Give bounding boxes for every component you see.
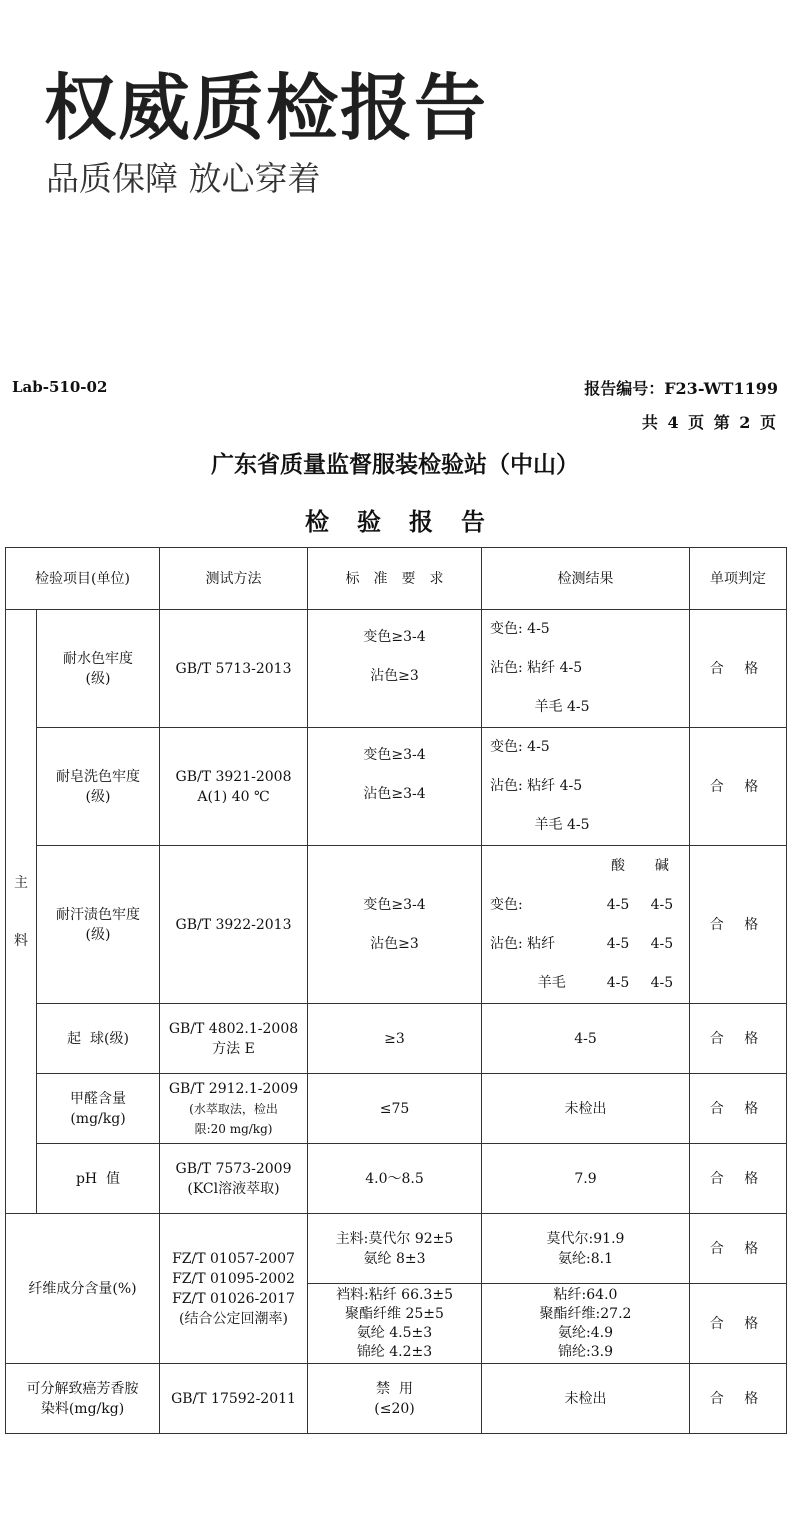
judgment-cell: 合 格 bbox=[690, 1214, 787, 1284]
result-cell: 7.9 bbox=[482, 1144, 690, 1214]
method-cell: GB/T 3921-2008 A(1) 40 ℃ bbox=[160, 728, 308, 846]
item-cell: 可分解致癌芳香胺 染料(mg/kg) bbox=[6, 1364, 160, 1434]
header-result: 检测结果 bbox=[482, 548, 690, 610]
header-judgment: 单项判定 bbox=[690, 548, 787, 610]
header-standard: 标准要求 bbox=[308, 548, 482, 610]
method-cell: GB/T 7573-2009 (KCl溶液萃取) bbox=[160, 1144, 308, 1214]
standard-cell: 4.0～8.5 bbox=[308, 1144, 482, 1214]
item-cell: pH 值 bbox=[37, 1144, 160, 1214]
judgment-cell: 合 格 bbox=[690, 728, 787, 846]
main-material-label: 主 料 bbox=[6, 610, 37, 1214]
standard-cell: ≥3 bbox=[308, 1004, 482, 1074]
result-cell: 粘纤:64.0 聚酯纤维:27.2 氨纶:4.9 锦纶:3.9 bbox=[482, 1284, 690, 1364]
method-cell: GB/T 5713-2013 bbox=[160, 610, 308, 728]
standard-cell: ≤75 bbox=[308, 1074, 482, 1144]
hero-subtitle: 品质保障 放心穿着 bbox=[46, 159, 321, 198]
judgment-cell: 合 格 bbox=[690, 1284, 787, 1364]
method-cell: GB/T 4802.1-2008 方法 E bbox=[160, 1004, 308, 1074]
method-cell: GB/T 2912.1-2009 (水萃取法，检出 限:20 mg/kg) bbox=[160, 1074, 308, 1144]
judgment-cell: 合 格 bbox=[690, 610, 787, 728]
table-row bbox=[6, 1364, 787, 1434]
table-row bbox=[6, 1074, 787, 1144]
result-cell: 未检出 bbox=[482, 1364, 690, 1434]
result-cell: 未检出 bbox=[482, 1074, 690, 1144]
table-row bbox=[6, 1214, 787, 1284]
result-cell: 变色: 4-5 沾色: 粘纤 4-5 羊毛 4-5 bbox=[482, 728, 690, 846]
item-cell: 耐皂洗色牢度 (级) bbox=[37, 728, 160, 846]
station-name: 广东省质量监督服装检验站（中山） bbox=[211, 452, 579, 478]
standard-cell: 主料:莫代尔 92±5 氨纶 8±3 bbox=[308, 1214, 482, 1284]
table-row bbox=[6, 1004, 787, 1074]
table-row bbox=[6, 846, 787, 1004]
standard-cell: 禁 用 (≤20) bbox=[308, 1364, 482, 1434]
inspection-table bbox=[5, 547, 787, 1434]
item-cell: 耐汗渍色牢度 (级) bbox=[37, 846, 160, 1004]
header-item: 检验项目(单位) bbox=[6, 548, 160, 610]
report-title: 检验报告 bbox=[305, 508, 513, 536]
method-cell: GB/T 3922-2013 bbox=[160, 846, 308, 1004]
table-row bbox=[6, 1144, 787, 1214]
lab-code: Lab-510-02 bbox=[12, 378, 108, 396]
result-cell: 变色: 4-5 沾色: 粘纤 4-5 羊毛 4-5 bbox=[482, 610, 690, 728]
hero-title: 权威质检报告 bbox=[44, 66, 489, 150]
result-cell: 酸 碱 变色: 4-5 4-5 沾色: 粘纤 4-5 4-5 羊毛 4-5 4-5 bbox=[482, 846, 690, 1004]
report-number: 报告编号：F23-WT1199 bbox=[584, 379, 778, 398]
item-cell: 耐水色牢度 (级) bbox=[37, 610, 160, 728]
standard-cell: 变色≥3-4 沾色≥3 bbox=[308, 610, 482, 728]
fiber-item-cell: 纤维成分含量(%) bbox=[6, 1214, 160, 1364]
table-row bbox=[6, 610, 787, 728]
judgment-cell: 合 格 bbox=[690, 1074, 787, 1144]
page-info: 共 4 页 第 2 页 bbox=[641, 413, 776, 432]
judgment-cell: 合 格 bbox=[690, 846, 787, 1004]
header-method: 测试方法 bbox=[160, 548, 308, 610]
standard-cell: 变色≥3-4 沾色≥3 bbox=[308, 846, 482, 1004]
item-cell: 起 球(级) bbox=[37, 1004, 160, 1074]
standard-cell: 裆料:粘纤 66.3±5 聚酯纤维 25±5 氨纶 4.5±3 锦纶 4.2±3 bbox=[308, 1284, 482, 1364]
item-cell: 甲醛含量 (mg/kg) bbox=[37, 1074, 160, 1144]
result-cell: 4-5 bbox=[482, 1004, 690, 1074]
standard-cell: 变色≥3-4 沾色≥3-4 bbox=[308, 728, 482, 846]
table-row bbox=[6, 728, 787, 846]
judgment-cell: 合 格 bbox=[690, 1364, 787, 1434]
fiber-method-cell: FZ/T 01057-2007 FZ/T 01095-2002 FZ/T 01026-2017 (结合公定回潮率) bbox=[160, 1214, 308, 1364]
result-cell: 莫代尔:91.9 氨纶:8.1 bbox=[482, 1214, 690, 1284]
judgment-cell: 合 格 bbox=[690, 1144, 787, 1214]
method-cell: GB/T 17592-2011 bbox=[160, 1364, 308, 1434]
table-header-row bbox=[6, 548, 787, 610]
judgment-cell: 合 格 bbox=[690, 1004, 787, 1074]
